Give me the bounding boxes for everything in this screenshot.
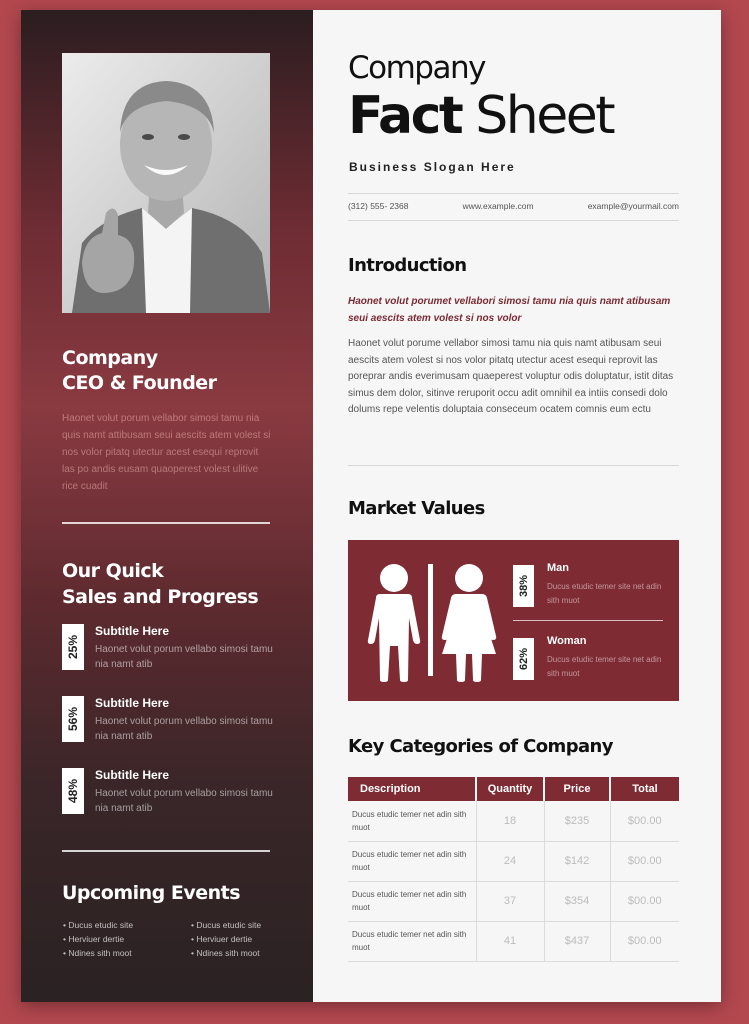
progress-item xyxy=(62,696,277,752)
progress-item xyxy=(62,624,277,680)
sidebar-divider xyxy=(62,850,270,852)
cell-price: $437 xyxy=(544,921,610,961)
introduction-body: Haonet volut porume vellabor simosi tamu nia quis namt atibusam seui aescits atem volest si nos volor pitatq utectur acest esequi reprovit las poreprar andis everimusam quaeperest voluptur odis doluptatur, istit ditas simus dem dolor, sitinve reruporit occu adit omnihil ea intiis consedi dolo dolums repe velentis doluptaia conseceum ocatem comnis eum ectu xyxy=(348,338,674,415)
table-row xyxy=(348,801,679,841)
categories-heading: Key Categories of Company xyxy=(348,736,613,757)
contact-rule-bottom xyxy=(348,220,679,221)
man-percent-box xyxy=(513,565,534,607)
event-item: • Ducus etudic site xyxy=(191,918,261,932)
table-row xyxy=(348,841,679,881)
page-title xyxy=(348,86,613,146)
ceo-description: Haonet volut porum vellabor simosi tamu nia quis namt attibusam seui aescits atem volest si nos volor pitatq utectur acest esequi reprovit las po andis eusam quaoperest volest ulitive rice cuadit xyxy=(62,413,271,492)
sales-title-line1: Our Quick xyxy=(62,560,164,582)
col-total: Total xyxy=(610,777,679,801)
cell-quantity: 41 xyxy=(476,921,544,961)
cell-description: Ducus etudic temer net adin sith muot xyxy=(348,841,476,881)
gender-separator xyxy=(428,564,433,676)
man-icon xyxy=(364,562,424,682)
left-sidebar xyxy=(21,10,313,1002)
sales-title xyxy=(62,558,258,610)
sidebar-divider xyxy=(62,522,270,524)
progress-subtitle: Subtitle Here xyxy=(95,768,170,782)
sales-title-line2: Sales and Progress xyxy=(62,586,259,608)
business-slogan: Business Slogan Here xyxy=(349,160,516,174)
cell-price: $142 xyxy=(544,841,610,881)
introduction-lead: Haonet volut porumet vellabori simosi tamu nia quis namt atibusam seui aescits atem volest si nos volor xyxy=(348,296,671,324)
cell-quantity: 18 xyxy=(476,801,544,841)
market-values-heading: Market Values xyxy=(348,498,485,519)
progress-text: Haonet volut porum vellabo simosi tamu nia namt atib xyxy=(95,716,273,742)
cell-total: $00.00 xyxy=(610,921,679,961)
man-percent: 38% xyxy=(517,574,530,598)
cell-quantity: 24 xyxy=(476,841,544,881)
cell-total: $00.00 xyxy=(610,801,679,841)
cell-total: $00.00 xyxy=(610,841,679,881)
woman-label: Woman xyxy=(547,635,587,647)
cell-description: Ducus etudic temer net adin sith muot xyxy=(348,881,476,921)
event-item: • Ndines sith moot xyxy=(191,946,261,960)
col-description: Description xyxy=(348,777,476,801)
contact-rule-top xyxy=(348,193,679,194)
contact-phone: (312) 555- 2368 xyxy=(348,201,409,211)
progress-text: Haonet volut porum vellabo simosi tamu nia namt atib xyxy=(95,788,273,814)
ceo-role-line1: Company xyxy=(62,347,158,369)
woman-percent: 62% xyxy=(517,647,530,671)
events-list-left xyxy=(63,918,133,960)
title-line1: Company xyxy=(348,50,485,86)
introduction-heading: Introduction xyxy=(348,255,467,276)
contact-email[interactable]: example@yourmail.com xyxy=(587,201,679,211)
cell-description: Ducus etudic temer net adin sith muot xyxy=(348,921,476,961)
woman-percent-box xyxy=(513,638,534,680)
progress-percent-box xyxy=(62,624,84,670)
table-row xyxy=(348,921,679,961)
main-content xyxy=(313,10,721,1002)
fact-sheet xyxy=(21,10,721,1002)
progress-percent: 48% xyxy=(66,778,80,804)
cell-total: $00.00 xyxy=(610,881,679,921)
cell-quantity: 37 xyxy=(476,881,544,921)
title-bold: Fact xyxy=(348,86,462,146)
categories-table xyxy=(348,777,679,962)
progress-subtitle: Subtitle Here xyxy=(95,696,170,710)
table-row xyxy=(348,881,679,921)
cell-price: $235 xyxy=(544,801,610,841)
market-rule xyxy=(513,620,663,621)
woman-icon xyxy=(438,562,500,682)
contact-bar xyxy=(348,201,679,211)
cell-price: $354 xyxy=(544,881,610,921)
section-rule xyxy=(348,465,679,466)
progress-percent: 56% xyxy=(66,706,80,732)
ceo-photo xyxy=(62,53,270,313)
progress-text: Haonet volut porum vellabo simosi tamu nia namt atib xyxy=(95,644,273,670)
progress-percent-box xyxy=(62,768,84,814)
ceo-role-title xyxy=(62,346,217,396)
progress-percent: 25% xyxy=(66,634,80,660)
cell-description: Ducus etudic temer net adin sith muot xyxy=(348,801,476,841)
market-values-panel xyxy=(348,540,679,701)
event-item: • Herviuer dertie xyxy=(191,932,261,946)
col-quantity: Quantity xyxy=(476,777,544,801)
man-label: Man xyxy=(547,562,569,574)
man-text: Ducus etudic temer site net adin sith muot xyxy=(547,582,662,605)
table-header-row xyxy=(348,777,679,801)
progress-item xyxy=(62,768,277,824)
progress-percent-box xyxy=(62,696,84,742)
event-item: • Ducus etudic site xyxy=(63,918,133,932)
title-rest: Sheet xyxy=(461,86,614,146)
ceo-role-line2: CEO & Founder xyxy=(62,372,217,394)
woman-text: Ducus etudic temer site net adin sith muot xyxy=(547,655,662,678)
events-title: Upcoming Events xyxy=(62,882,241,904)
contact-website[interactable]: www.example.com xyxy=(462,201,534,211)
event-item: • Ndines sith moot xyxy=(63,946,133,960)
progress-subtitle: Subtitle Here xyxy=(95,624,170,638)
events-list-right xyxy=(191,918,261,960)
event-item: • Herviuer dertie xyxy=(63,932,133,946)
col-price: Price xyxy=(544,777,610,801)
